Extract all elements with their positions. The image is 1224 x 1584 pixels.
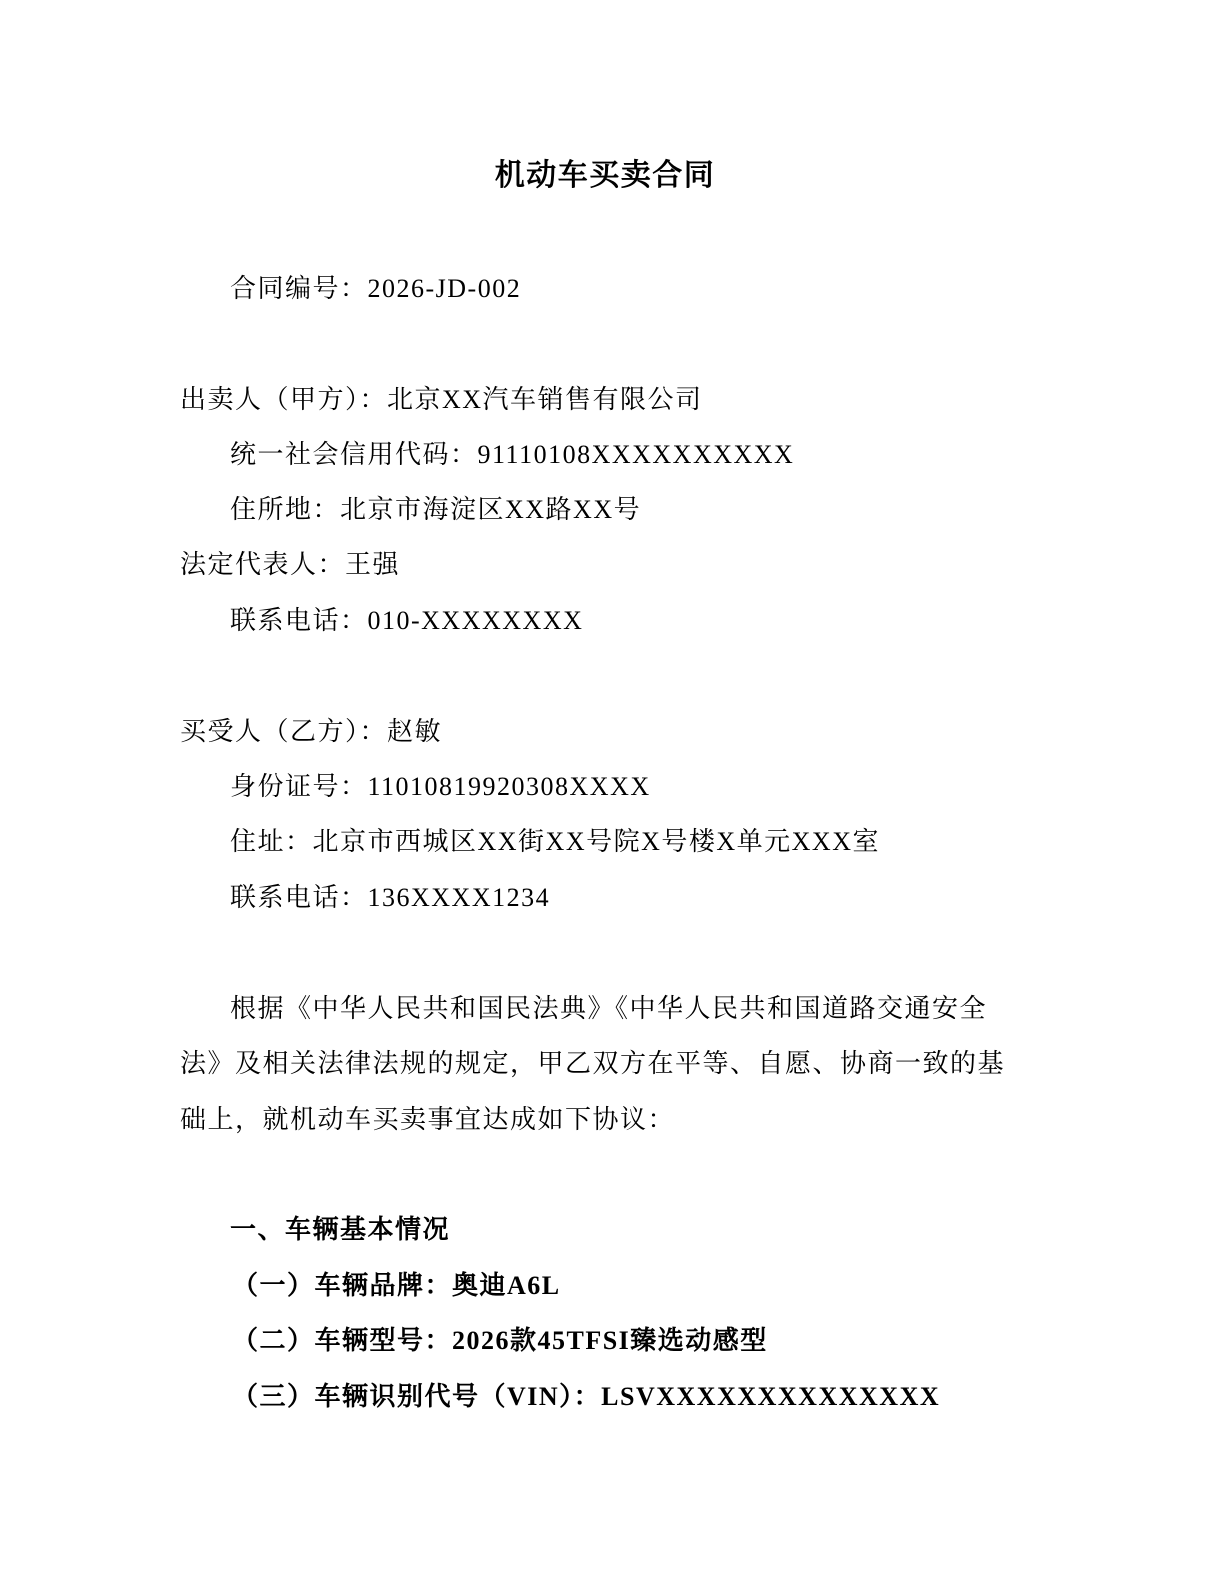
seller-credit-code: 统一社会信用代码：91110108XXXXXXXXXX [230, 440, 795, 469]
document-title: 机动车买卖合同 [494, 159, 716, 192]
seller-phone: 联系电话：010-XXXXXXXX [230, 606, 584, 635]
buyer-id-number: 身份证号：11010819920308XXXX [230, 772, 651, 801]
seller-address: 住所地：北京市海淀区XX路XX号 [230, 495, 642, 524]
buyer-address: 住址：北京市西城区XX街XX号院X号楼X单元XXX室 [230, 827, 880, 856]
preamble-line: 根据《中华人民共和国民法典》《中华人民共和国道路交通安全 [230, 994, 988, 1023]
seller-name: 出卖人（甲方）：北京XX汽车销售有限公司 [180, 385, 703, 414]
section-item: （一）车辆品牌：奥迪A6L [232, 1271, 561, 1300]
buyer-phone: 联系电话：136XXXX1234 [230, 883, 551, 912]
buyer-name: 买受人（乙方）：赵敏 [180, 717, 443, 746]
section-item: （三）车辆识别代号（VIN）：LSVXXXXXXXXXXXXXX [232, 1382, 941, 1411]
seller-legal-rep: 法定代表人：王强 [180, 550, 401, 579]
contract-number: 合同编号：2026-JD-002 [230, 274, 522, 303]
section-heading: 一、车辆基本情况 [230, 1215, 451, 1244]
preamble-line: 础上，就机动车买卖事宜达成如下协议： [180, 1105, 676, 1134]
preamble-line: 法》及相关法律法规的规定，甲乙双方在平等、自愿、协商一致的基 [180, 1049, 1006, 1078]
section-item: （二）车辆型号：2026款45TFSI臻选动感型 [232, 1326, 768, 1355]
